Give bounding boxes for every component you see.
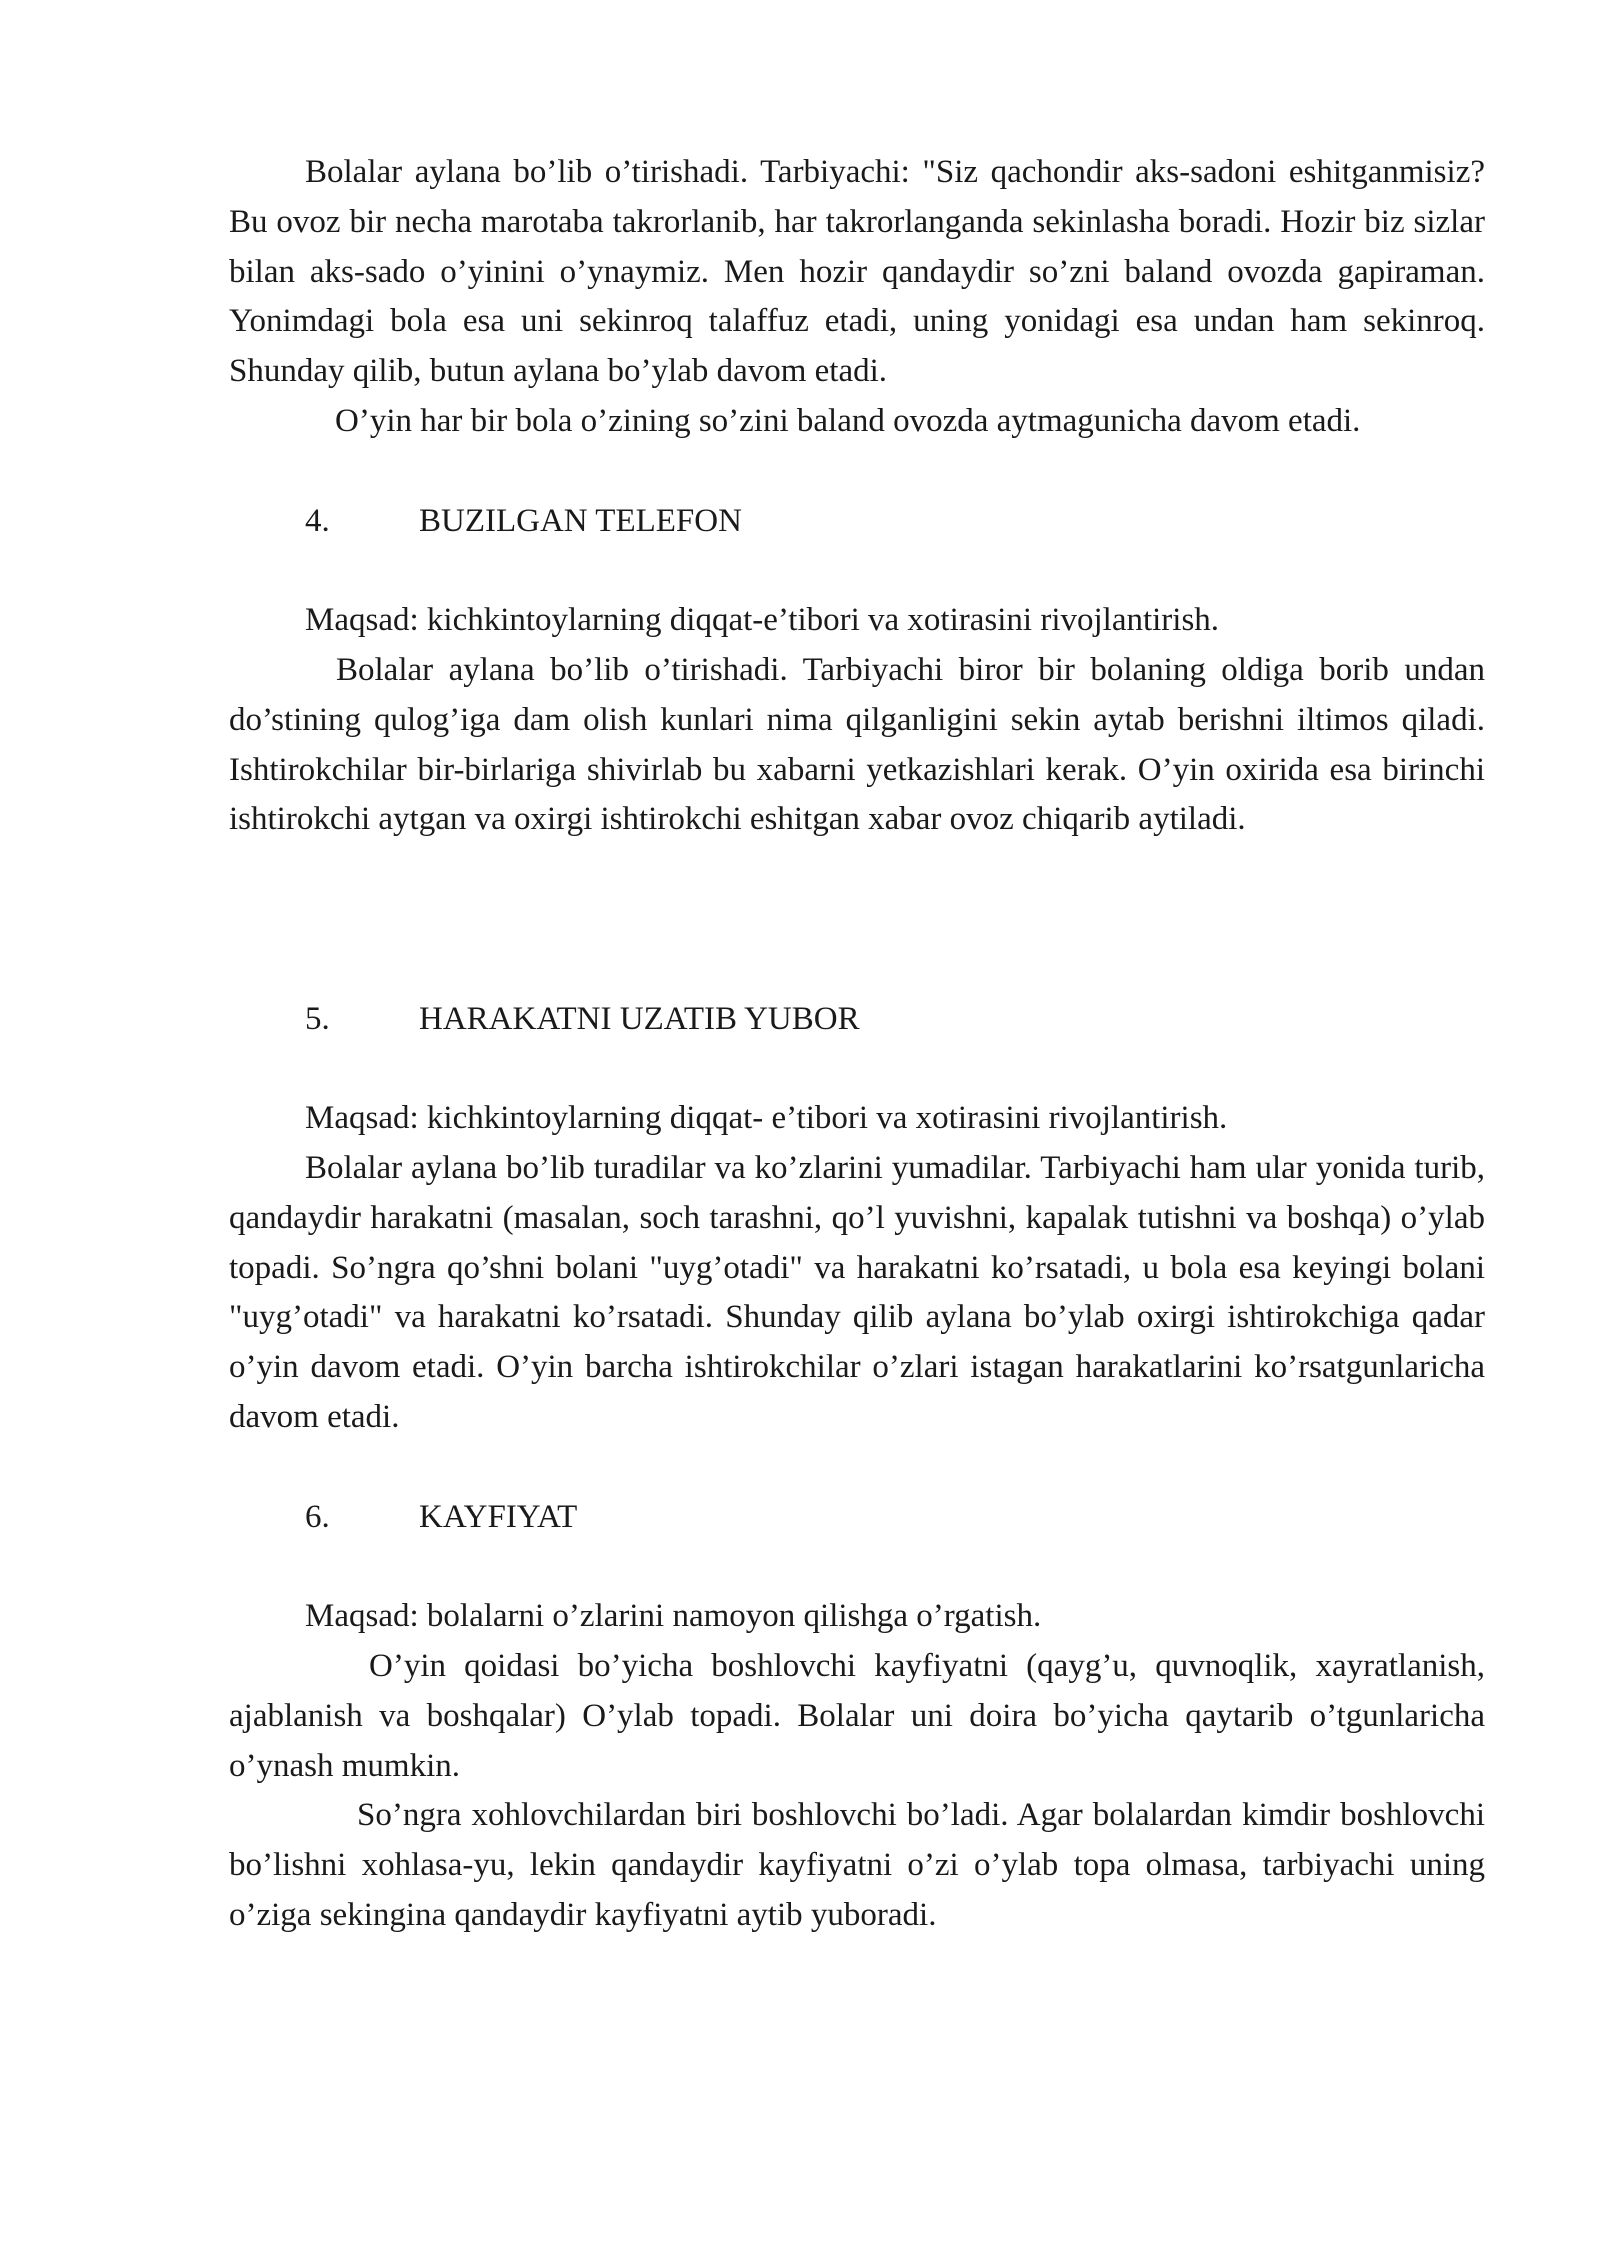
- section-title: HARAKATNI UZATIB YUBOR: [419, 1000, 860, 1037]
- spacer: [229, 845, 1485, 994]
- section-heading-4: [229, 497, 1485, 547]
- spacer: [229, 1542, 1485, 1592]
- section-body: O’yin qoidasi bo’yicha boshlovchi kayfiyatni (qayg’u, quvnoqlik, xayratlanish, ajablanish va boshqalar) O’ylab topadi. Bolalar uni doira bo’yicha qaytarib o’tgunlaricha o’ynash mumkin.: [229, 1647, 1485, 1784]
- document-page: [229, 148, 1485, 1941]
- section-goal: Maqsad: kichkintoylarning diqqat-e’tibori va xotirasini rivojlantirish.: [305, 602, 1220, 639]
- section-title: BUZILGAN TELEFON: [419, 502, 742, 539]
- intro-paragraph: Bolalar aylana bo’lib o’tirishadi. Tarbiyachi: "Siz qachondir aks-sadoni eshitganmisiz? Bu ovoz bir necha marotaba takrorlanib, har takrorlanganda sekinlasha boradi. Hozir biz sizlar bilan aks-sado o’yinini o’ynaymiz. Men hozir qandaydir so’zni baland ovozda gapiraman. Yonimdagi bola esa uni sekinroq talaffuz etadi, uning yonidagi esa undan ham sekinroq. Shunday qilib, butun aylana bo’ylab davom etadi.: [229, 154, 1485, 390]
- section-heading-5: [229, 995, 1485, 1045]
- section-body: Bolalar aylana bo’lib turadilar va ko’zlarini yumadilar. Tarbiyachi ham ular yonida turib, qandaydir harakatni (masalan, soch tarashni, qo’l yuvishni, kapalak tutishni va boshqa) o’ylab topadi. So’ngra qo’shni bolani "uyg’otadi" va harakatni ko’rsatadi, u bola esa keyingi bolani "uyg’otadi" va harakatni ko’rsatadi. Shunday qilib aylana bo’ylab oxirgi ishtirokchiga qadar o’yin davom etadi. O’yin barcha ishtirokchilar o’zlari istagan harakatlarini ko’rsatgunlaricha davom etadi.: [229, 1149, 1485, 1435]
- spacer: [229, 447, 1485, 497]
- section-heading-6: [229, 1493, 1485, 1543]
- section-title: KAYFIYAT: [419, 1498, 578, 1535]
- section-goal: Maqsad: bolalarni o’zlarini namoyon qilishga o’rgatish.: [305, 1598, 1042, 1635]
- section-number: 5.: [305, 1000, 330, 1037]
- spacer: [229, 1044, 1485, 1094]
- section-goal: Maqsad: kichkintoylarning diqqat- e’tibori va xotirasini rivojlantirish.: [305, 1100, 1228, 1137]
- section-number: 4.: [305, 502, 330, 539]
- spacer: [229, 1443, 1485, 1493]
- section-body: Bolalar aylana bo’lib o’tirishadi. Tarbiyachi biror bir bolaning oldiga borib undan do’stining qulog’iga dam olish kunlari nima qilganligini sekin aytab berishni iltimos qiladi. Ishtirokchilar bir-birlariga shivirlab bu xabarni yetkazishlari kerak. O’yin oxirida esa birinchi ishtirokchi aytgan va oxirgi ishtirokchi eshitgan xabar ovoz chiqarib aytiladi.: [229, 651, 1485, 838]
- section-body-continuation: So’ngra xohlovchilardan biri boshlovchi bo’ladi. Agar bolalardan kimdir boshlovchi bo’lishni xohlasa-yu, lekin qandaydir kayfiyatni o’zi o’ylab topa olmasa, tarbiyachi uning o’ziga sekingina qandaydir kayfiyatni aytib yuboradi.: [229, 1797, 1485, 1933]
- spacer: [229, 546, 1485, 596]
- section-number: 6.: [305, 1498, 330, 1535]
- intro-paragraph-continuation: O’yin har bir bola o’zining so’zini baland ovozda aytmagunicha davom etadi.: [335, 402, 1361, 439]
